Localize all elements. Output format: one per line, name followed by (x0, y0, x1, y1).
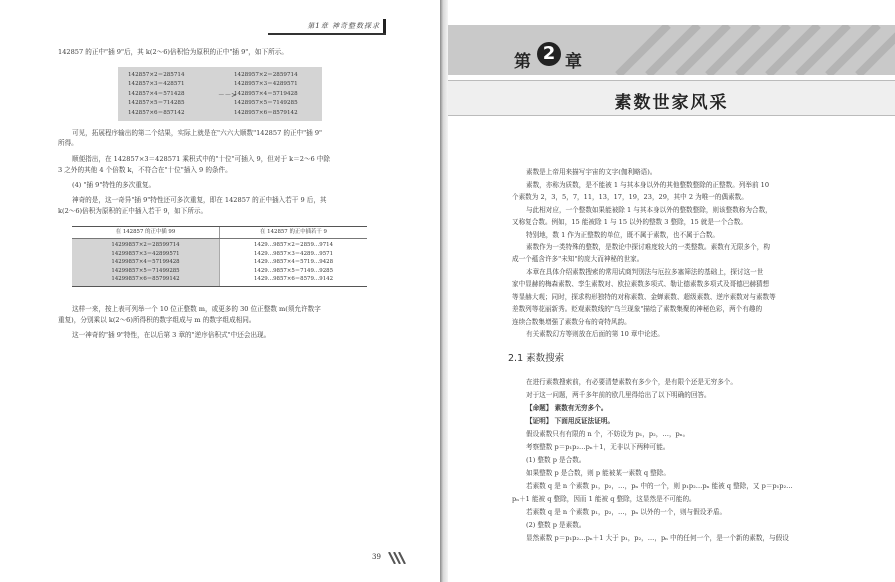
table-cell: 142857×6＝857142 (128, 109, 185, 116)
para3: (4) "插 9"特性的多次重复。 (72, 181, 156, 189)
body-line: 本章在具体介绍素数搜索的常用试商判别法与厄拉多塞筛法的基础上，探讨这一世 (526, 268, 764, 276)
body-line: pₙ＋1 能被 q 整除，因而 1 能被 q 整除，这显然是不可能的。 (512, 495, 696, 503)
table-cell: 1429…9857×2＝2859…9714 (254, 242, 333, 248)
section-heading: 2.1 素数搜索 (508, 353, 565, 364)
running-head (268, 21, 386, 35)
para4-line2: k(2～6)倍积为原积的正中插入若干 9，如下所示。 (58, 207, 208, 215)
para5-line2: 重复)，分别乘以 k(2～6)所得积的数字组成与 m 的数字组成相同。 (58, 316, 256, 324)
page-number-decoration-icon (387, 552, 407, 564)
body-line: 若素数 q 是 n 个素数 p₁，p₂，…，pₙ 以外的一个，则与假设矛盾。 (526, 508, 727, 516)
para1-line1: 可见，拓展程序输出的第二个结果，实际上就是在"六六大顺数"142857 的正中"插 9" (72, 129, 323, 137)
para2-line2: 3 之外的其他 4 个倍数 k，不符合在"十位"插入 9 的条件。 (58, 166, 232, 174)
chapter-suffix: 章 (565, 52, 582, 72)
body-line: 差数列等花丽新秀。贬观素数线的"乌兰现象"描绘了素数集聚的神秘色彩，两个有趣的 (512, 305, 763, 313)
body-line: 连续合数集增强了素数分布的奇特风韵。 (512, 318, 631, 326)
table-insert-9 (118, 67, 322, 121)
para6: 这一神奇的"插 9"特性，在以后第 3 章的"逆序倍积式"中还会出现。 (72, 331, 271, 339)
table-cell: 14299857×4＝57199428 (111, 259, 180, 266)
table-cell: 1429…9857×4＝5719…9428 (254, 259, 333, 266)
table-cell: 142857×5＝714285 (128, 100, 185, 107)
table-cell: 1428957×5＝7149285 (234, 100, 298, 107)
table-cell: 14299857×6＝85799142 (111, 276, 180, 283)
body-line: 素数作为一类特殊的整数，是数论中探讨难度较大的一类整数。素数有无限多个，构 (526, 243, 770, 251)
body-line: 与此相对应，一个整数如果能被除 1 与其本身以外的整数整除，则该整数称为合数， (526, 206, 772, 214)
arrow-icon: －－> (218, 91, 237, 99)
body-line: 个素数为 2，3，5，7，11，13，17，19，23，29，其中 2 为唯一的偶素数。 (512, 193, 748, 201)
table-cell: 1428957×6＝8579142 (234, 109, 298, 116)
table-cell: 1429…9857×6＝8579…9142 (254, 276, 333, 283)
chapter-prefix: 第 (514, 52, 531, 72)
body-line: 若素数 q 是 n 个素数 p₁，p₂，…，pₙ 中的一个，则 p₁p₂…pₙ 能被 q 整除，又 p＝p₁p₂… (526, 482, 793, 490)
table-header-cell: 在 142857 的正中插 99 (72, 227, 220, 238)
table2-header (72, 227, 367, 239)
table-cell: 142857×3＝428571 (128, 81, 185, 88)
table-cell: 142857×4＝571428 (128, 90, 185, 97)
running-head-text: 第1章 神奇整数探求 (307, 22, 380, 30)
table2-right-col (220, 239, 367, 286)
chapter-title: 素数世家风采 (614, 93, 729, 113)
body-line: (1) 整数 p 是合数。 (526, 456, 586, 464)
body-line: 又称复合数。例如，15 能被除 1 与 15 以外的整数 3 整除，15 就是一个合数。 (512, 218, 747, 226)
table-repeat-9 (72, 226, 367, 287)
body-line: 对于这一问题，两千多年前的欧几里得给出了以下明确的回答。 (526, 391, 711, 399)
page-number: 39 (372, 553, 381, 561)
table2-left-col (72, 239, 220, 286)
table-cell: 142857×2＝285714 (128, 72, 185, 78)
body-line: 素数是上帝用来描写宇宙的文字(伽利略语)。 (526, 168, 657, 176)
table-cell: 1428957×4＝5719428 (234, 90, 298, 97)
table-cell: 1429…9857×5＝7149…9285 (254, 267, 333, 274)
body-line: (2) 整数 p 是素数。 (526, 521, 586, 529)
body-line: 成一个蕴含许多"未知"的庞大而神秘的世家。 (512, 255, 644, 263)
body-line: 有关素数幻方等则放在后面的第 10 章中论述。 (526, 330, 664, 338)
body-line: 等显赫大观；同时，探求构形独特的对称素数、金蝉素数、超级素数、逆序素数对与素数等 (512, 293, 776, 301)
book-gutter (440, 0, 448, 582)
body-line: 显然素数 p＝p₁p₂…pₙ＋1 大于 p₁，p₂，…，pₙ 中的任何一个，是一个新的素数，与假设 (526, 534, 789, 542)
body-line: 素数，亦称为质数，是不能被 1 与其本身以外的其他整数整除的正整数。列举前 10 (526, 181, 770, 189)
body-line: 考察整数 p＝p₁p₂…pₙ＋1，无非以下两种可能。 (526, 443, 670, 451)
running-head-bar (383, 19, 386, 33)
body-line: 在进行素数搜索前，有必要清楚素数有多少个，是有限个还是无穷多个。 (526, 378, 737, 386)
table1-right-col (234, 71, 298, 118)
body-line: 如果整数 p 是合数，则 p 能被某一素数 q 整除。 (526, 469, 670, 477)
chapter-number: 2 (537, 42, 561, 66)
para5-line1: 这样一来，按上表可列举一个 10 位正整数 m，或更多的 30 位正整数 m(须允许数字 (72, 305, 321, 313)
table1-left-col (128, 71, 185, 118)
proof-line: 【证明】 下面用反证法证明。 (526, 417, 615, 425)
para4-line1: 神奇的是，这一奇异"插 9"特性还可多次重复，即在 142857 的正中插入若干 9 后，其 (72, 196, 327, 204)
left-page (0, 0, 440, 582)
table-cell: 14299857×3＝42899571 (111, 250, 180, 257)
table-cell: 1428957×3＝4289571 (234, 81, 298, 88)
para2-line1: 顺便指出，在 142857×3＝428571 乘积式中的"十位"可插入 9，但对于 k＝2～6 中除 (72, 155, 331, 163)
para1-line2: 所得。 (58, 139, 78, 147)
table-header-cell: 在 142857 的正中插若干 9 (260, 229, 327, 235)
table-cell: 14299857×2＝28599714 (111, 242, 180, 248)
table-cell: 14299857×5＝71499285 (111, 267, 180, 274)
table2-body (72, 239, 367, 286)
body-line: 家中显赫的梅森素数、孪生素数对、欧拉素数多项式、勒让德素数多项式及哥德巴赫猜想 (512, 280, 770, 288)
body-line: 特别地，数 1 作为正整数的单位，既不属于素数，也不属于合数。 (526, 231, 720, 239)
body-line: 假设素数只有有限的 n 个，不妨设为 p₁，p₂，…，pₙ。 (526, 430, 690, 438)
table-cell: 1429…9857×3＝4289…9571 (254, 250, 333, 257)
table-cell: 1428957×2＝2859714 (234, 72, 298, 78)
proposition-line: 【命题】 素数有无穷多个。 (526, 404, 608, 412)
right-page (448, 0, 895, 582)
intro-line: 142857 的正中"插 9"后，其 k(2～6)倍积恰为原积的正中"插 9"，如下所示。 (58, 48, 288, 56)
